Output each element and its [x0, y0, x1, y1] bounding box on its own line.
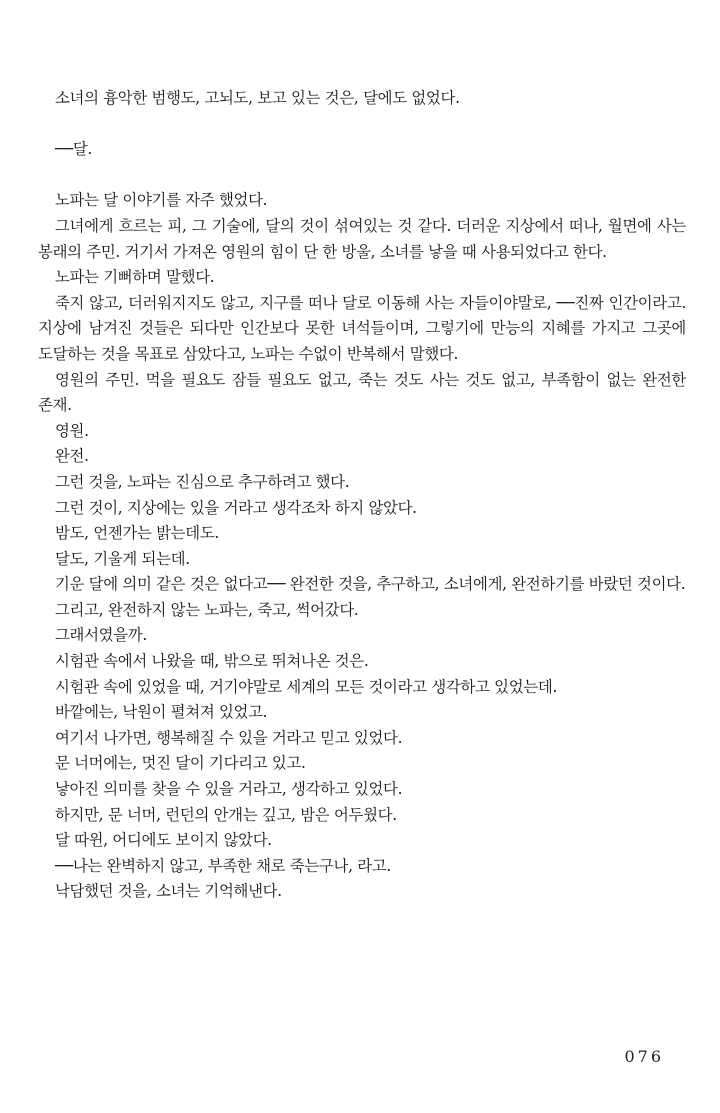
body-text [38, 86, 686, 905]
paragraph: 영원. [54, 421, 89, 440]
paragraph: 낳아진 의미를 찾을 수 있을 거라고, 생각하고 있었다. [54, 780, 403, 799]
paragraph: 문 너머에는, 멋진 달이 기다리고 있고. [54, 754, 306, 773]
paragraph: 하지만, 문 너머, 런던의 안개는 깊고, 밤은 어두웠다. [54, 805, 397, 824]
paragraph: 소녀의 흉악한 범행도, 고뇌도, 보고 있는 것은, 달에도 없었다. [54, 89, 460, 107]
paragraph: 죽지 않고, 더러워지지도 않고, 지구를 떠나 달로 이동해 사는 자들이야말로, ──진짜 인간이라고. 지상에 남겨진 것들은 되다만 인간보다 못한 녀석들이며, 그렇기에 만능의 지혜를 가지고 그곳에 도달하는 것을 목표로 삼았다고, 노파는 수없이 반복해서 말했다. [38, 293, 686, 363]
paragraph: 바깥에는, 낙원이 펼쳐져 있었고. [54, 703, 268, 722]
paragraph: 낙담했던 것을, 소녀는 기억해낸다. [54, 882, 282, 901]
paragraph: 기운 달에 의미 같은 것은 없다고── 완전한 것을, 추구하고, 소녀에게, 완전하기를 바랐던 것이다. [54, 575, 686, 594]
paragraph: 그런 것을, 노파는 진심으로 추구하려고 했다. [54, 472, 350, 491]
paragraph: 시험관 속에 있었을 때, 거기야말로 세계의 모든 것이라고 생각하고 있었는데. [54, 677, 558, 696]
paragraph: ──달. [54, 140, 93, 159]
paragraph: 달도, 기울게 되는데. [54, 549, 190, 568]
paragraph: 밤도, 언젠가는 밝는데도. [54, 524, 219, 543]
paragraph: 그리고, 완전하지 않는 노파는, 죽고, 썩어갔다. [54, 600, 359, 619]
page-number: 076 [624, 1047, 664, 1066]
paragraph: 노파는 달 이야기를 자주 했었다. [54, 191, 268, 210]
paragraph: 영원의 주민. 먹을 필요도 잠들 필요도 없고, 죽는 것도 사는 것도 없고, 부족함이 없는 완전한 존재. [38, 370, 686, 415]
paragraph: 여기서 나가면, 행복해질 수 있을 거라고 믿고 있었다. [54, 728, 403, 747]
paragraph: 달 따윈, 어디에도 보이지 않았다. [54, 831, 272, 850]
paragraph: 그런 것이, 지상에는 있을 거라고 생각조차 하지 않았다. [54, 498, 417, 517]
paragraph: 그래서였을까. [54, 626, 147, 645]
paragraph: 완전. [54, 447, 89, 466]
paragraph: 시험관 속에서 나왔을 때, 밖으로 뛰쳐나온 것은. [54, 652, 369, 671]
paragraph: 노파는 기뻐하며 말했다. [54, 268, 215, 287]
paragraph: 그녀에게 흐르는 피, 그 기술에, 달의 것이 섞여있는 것 같다. 더러운 지상에서 떠나, 월면에 사는 봉래의 주민. 거기서 가져온 영원의 힘이 단 한 방울, 소녀를 낳을 때 사용되었다고 한다. [38, 216, 686, 261]
paragraph: ──나는 완벽하지 않고, 부족한 채로 죽는구나, 라고. [54, 856, 391, 875]
